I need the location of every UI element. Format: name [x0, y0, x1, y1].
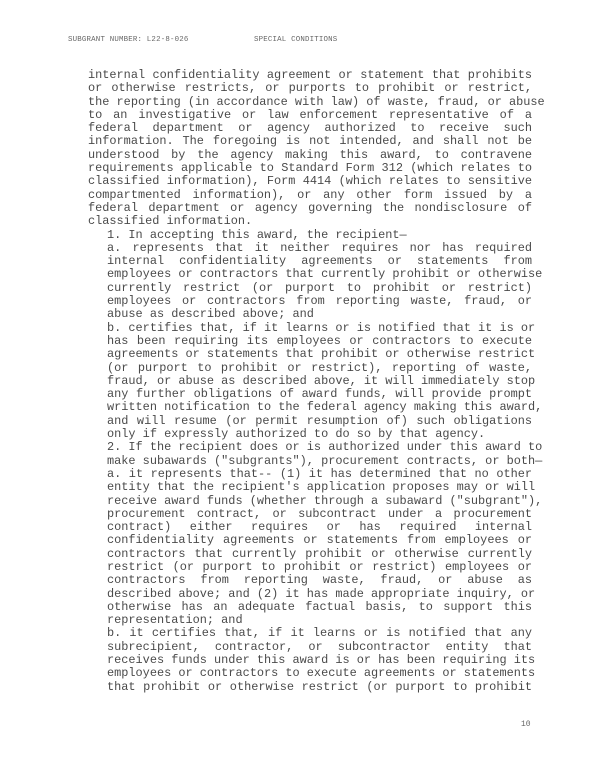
text-line: make subawards ("subgrants"), procurement contracts, or both— [107, 453, 543, 468]
text-line: internal confidentiality agreement or statement that prohibits [88, 68, 532, 82]
text-line: only if expressly authorized to do so by that agency. [107, 427, 486, 442]
text-line: agreements or statements that prohibit or otherwise restrict [107, 347, 536, 362]
text-line: described above; and (2) it has made appropriate inquiry, or [107, 586, 536, 601]
text-line: receives funds under this award is or has been requiring its [107, 653, 536, 668]
text-line: employees or contractors that currently prohibit or otherwise [107, 267, 543, 282]
text-line: and will resume (or permit resumption of) such obligations [107, 413, 532, 428]
text-line: currently restrict (or purport to prohibit or restrict) [107, 280, 532, 295]
page-number: 10 [521, 720, 531, 729]
text-line: or otherwise restricts, or purports to prohibit or restrict, [88, 81, 532, 96]
text-line: any further obligations of award funds, will provide prompt [107, 387, 532, 402]
text-line: federal department or agency authorized to receive such [88, 121, 532, 136]
text-line: written notification to the federal agency making this award, [107, 400, 543, 415]
text-line: contractors that currently prohibit or otherwise currently [107, 546, 532, 561]
text-line: entity that the recipient's application proposes may or will [107, 480, 536, 495]
document-body [88, 68, 545, 694]
text-line: fraud, or abuse as described above, it will immediately stop [107, 373, 536, 388]
text-line: compartmented information), or any other form issued by a [88, 187, 532, 202]
text-line: employees or contractors to execute agreements or statements [107, 666, 536, 681]
text-line: subrecipient, contractor, or subcontractor entity that [107, 639, 532, 654]
text-line: federal department or agency governing the nondisclosure of [88, 200, 532, 215]
text-line: contract) either requires or has required internal [107, 520, 532, 535]
text-line: the reporting (in accordance with law) of waste, fraud, or abuse [88, 94, 545, 109]
text-line: a. represents that it neither requires nor has required [107, 240, 532, 255]
text-line: employees or contractors from reporting waste, fraud, or [107, 294, 532, 309]
text-line: procurement contract, or subcontract under a procurement [107, 506, 532, 521]
text-line: has been requiring its employees or contractors to execute [107, 333, 532, 348]
text-line: b. certifies that, if it learns or is notified that it is or [107, 320, 536, 335]
text-line: internal confidentiality agreements or statements from [107, 254, 532, 269]
text-line: restrict (or purport to prohibit or restrict) employees or [107, 559, 532, 574]
text-line: understood by the agency making this award, to contravene [88, 147, 532, 162]
subgrant-number-header: SUBGRANT NUMBER: L22-8-026 [68, 36, 189, 44]
text-line: confidentiality agreements or statements from employees or [107, 533, 532, 548]
text-line: classified information. [88, 214, 253, 229]
text-line: 2. If the recipient does or is authorized under this award to [107, 440, 543, 455]
text-line: a. it represents that-- (1) it has determined that no other [107, 466, 532, 481]
text-line: abuse as described above; and [107, 307, 314, 322]
text-line: b. it certifies that, if it learns or is notified that any [107, 626, 532, 641]
text-line: information. The foregoing is not intended, and shall not be [88, 134, 532, 149]
text-line: representation; and [107, 613, 243, 628]
text-line: otherwise has an adequate factual basis, to support this [107, 599, 532, 614]
text-line: to an investigative or law enforcement representative of a [88, 107, 532, 122]
text-line: classified information), Form 4414 (which relates to sensitive [88, 174, 532, 189]
section-header: SPECIAL CONDITIONS [254, 36, 338, 44]
text-line: receive award funds (whether through a subaward ("subgrant"), [107, 493, 543, 508]
text-line: contractors from reporting waste, fraud, or abuse as [107, 573, 532, 588]
text-line: (or purport to prohibit or restrict), reporting of waste, [107, 360, 532, 375]
text-line: that prohibit or otherwise restrict (or purport to prohibit [107, 679, 532, 694]
text-line: 1. In accepting this award, the recipient— [107, 227, 407, 242]
text-line: requirements applicable to Standard Form 312 (which relates to [88, 161, 532, 176]
